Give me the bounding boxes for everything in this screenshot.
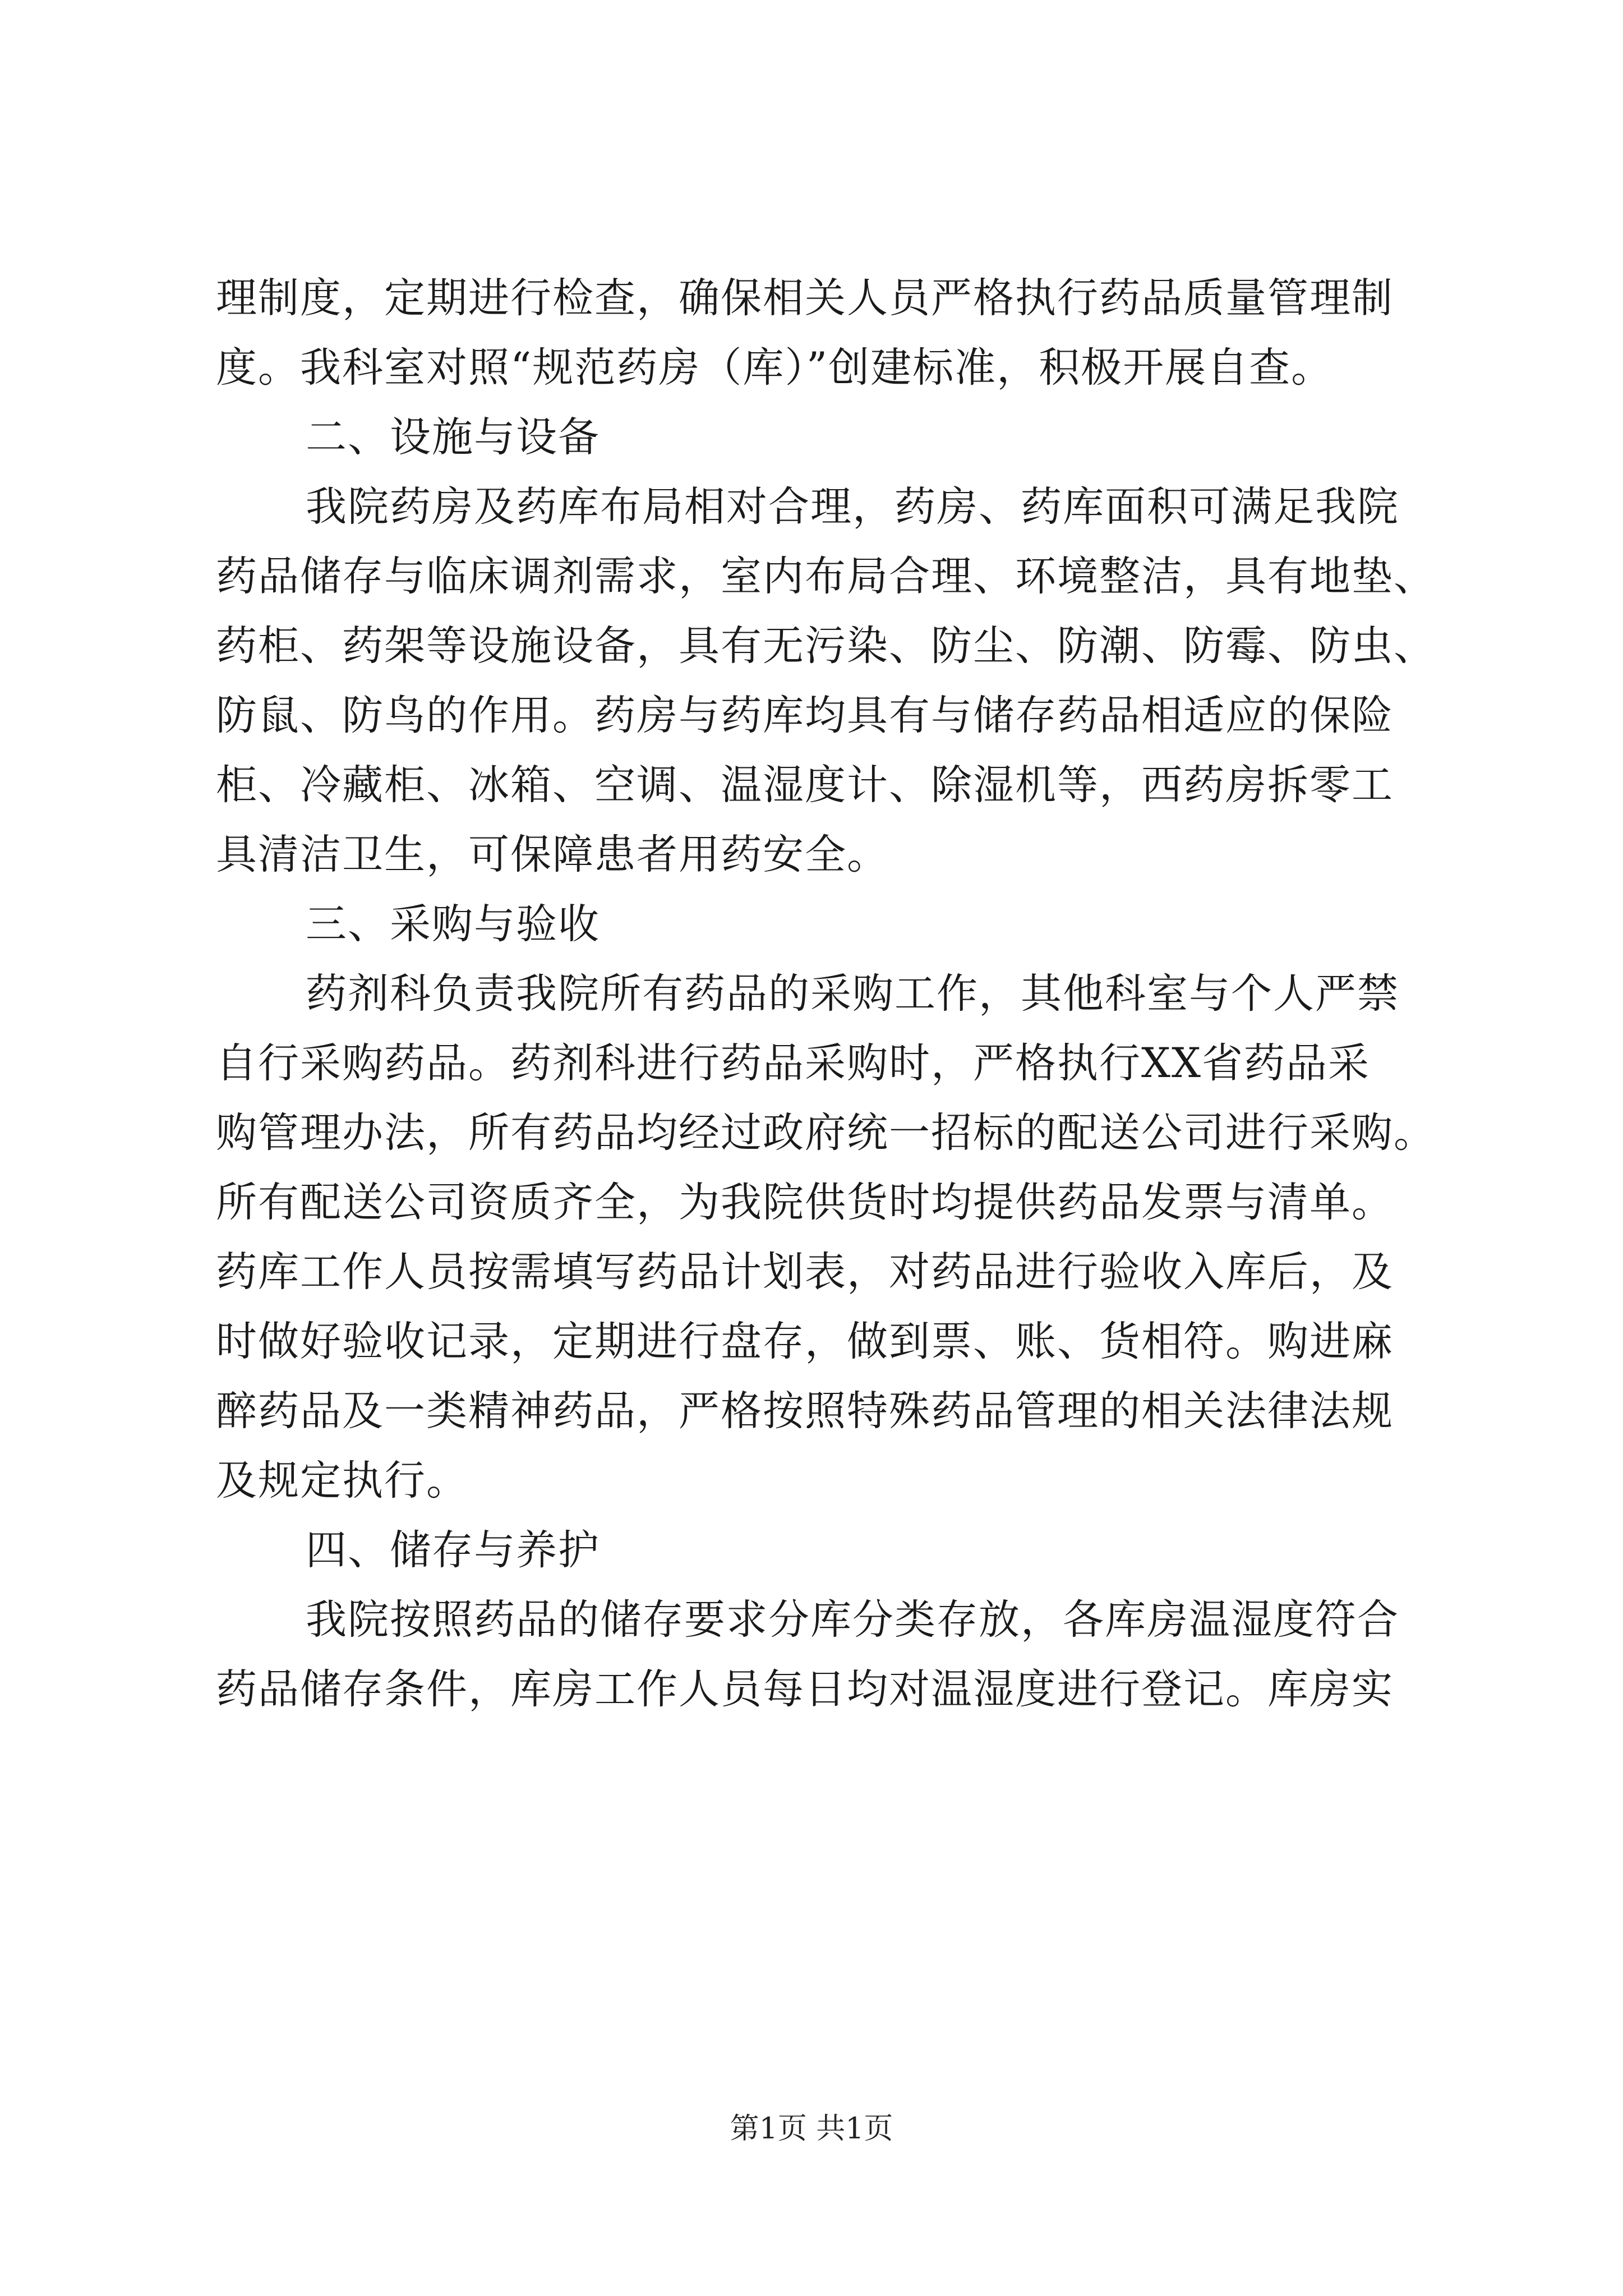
paragraph-line: 度。我科室对照“规范药房（库）”创建标准，积极开展自查。 <box>216 344 1334 392</box>
paragraph-line: 药剂科负责我院所有药品的采购工作，其他科室与个人严禁 <box>306 970 1399 1018</box>
paragraph-line: 时做好验收记录，定期进行盘存，做到票、账、货相符。购进麻 <box>216 1318 1394 1365</box>
paragraph-line: 药柜、药架等设施设备，具有无污染、防尘、防潮、防霉、防虫、 <box>216 622 1436 670</box>
paragraph-line: 我院药房及药库布局相对合理，药房、药库面积可满足我院 <box>306 483 1399 531</box>
section-heading: 二、设施与设备 <box>306 413 600 461</box>
page-footer: 第1页 共1页 <box>730 2112 893 2146</box>
paragraph-line: 所有配送公司资质齐全，为我院供货时均提供药品发票与清单。 <box>216 1179 1394 1226</box>
paragraph-line: 防鼠、防鸟的作用。药房与药库均具有与储存药品相适应的保险 <box>216 692 1394 739</box>
paragraph-line: 理制度，定期进行检查，确保相关人员严格执行药品质量管理制 <box>216 274 1394 322</box>
paragraph-line: 醉药品及一类精神药品，严格按照特殊药品管理的相关法律法规 <box>216 1387 1394 1435</box>
section-heading: 三、采购与验收 <box>306 900 600 948</box>
paragraph-line: 药品储存条件，库房工作人员每日均对温湿度进行登记。库房实 <box>216 1665 1394 1713</box>
paragraph-line: 具清洁卫生，可保障患者用药安全。 <box>216 831 889 878</box>
section-heading: 四、储存与养护 <box>306 1526 600 1574</box>
paragraph-line: 及规定执行。 <box>216 1457 468 1504</box>
document-body <box>216 264 1436 1724</box>
paragraph-line: 柜、冷藏柜、冰箱、空调、温湿度计、除湿机等，西药房拆零工 <box>216 761 1394 809</box>
paragraph-line: 自行采购药品。药剂科进行药品采购时，严格执行XX省药品采 <box>216 1039 1370 1087</box>
paragraph-line: 药品储存与临床调剂需求，室内布局合理、环境整洁，具有地垫、 <box>216 553 1436 600</box>
paragraph-line: 药库工作人员按需填写药品计划表，对药品进行验收入库后，及 <box>216 1248 1394 1296</box>
paragraph-line: 购管理办法，所有药品均经过政府统一招标的配送公司进行采购。 <box>216 1109 1436 1157</box>
paragraph-line: 我院按照药品的储存要求分库分类存放，各库房温湿度符合 <box>306 1596 1399 1644</box>
